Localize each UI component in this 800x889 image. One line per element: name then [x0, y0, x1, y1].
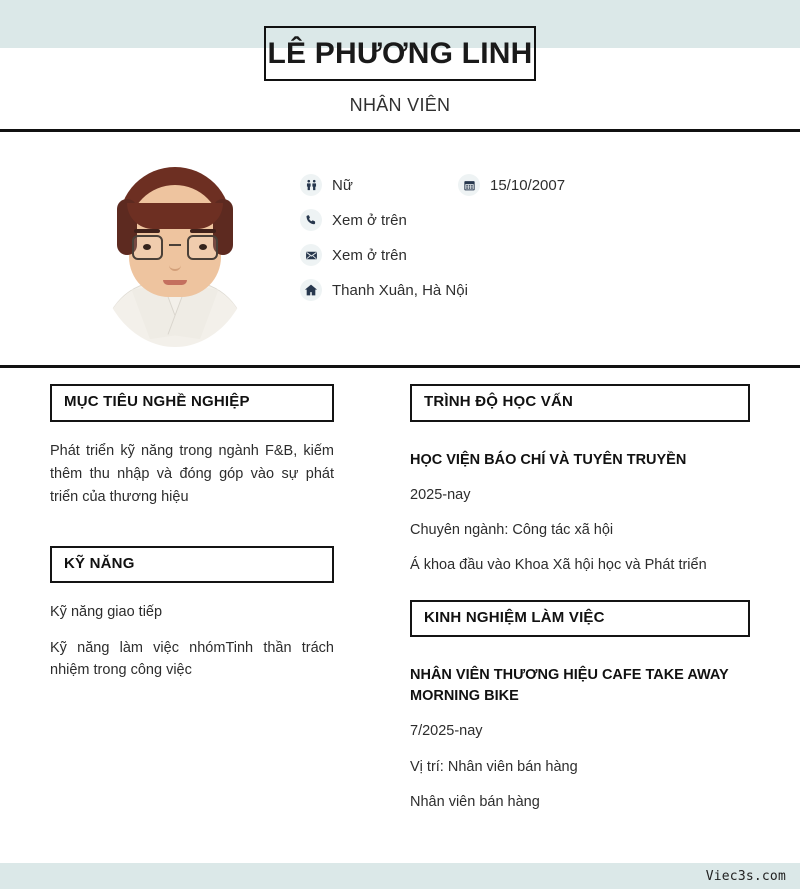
contact-value-gender: Nữ [332, 176, 353, 194]
phone-icon [300, 209, 322, 231]
contact-item-address [300, 279, 468, 301]
skill-item: Kỹ năng giao tiếp [50, 604, 163, 621]
identity-section [0, 140, 800, 362]
left-column [50, 384, 334, 695]
cv-header [0, 0, 800, 130]
portrait-illustration [96, 147, 254, 347]
education-period: 2025-nay [410, 486, 471, 503]
home-icon [300, 279, 322, 301]
skill-item: Kỹ năng làm việc nhómTinh thần trách nhiệm trong công việc [50, 639, 334, 679]
right-column [410, 384, 750, 827]
contact-value-birthday: 15/10/2007 [490, 176, 566, 194]
contact-list [300, 174, 770, 314]
footer-bar [0, 863, 800, 889]
calendar-icon [458, 174, 480, 196]
contact-row-phone [300, 209, 770, 231]
section-title-objective: MỤC TIÊU NGHỀ NGHIỆP [64, 393, 250, 410]
envelope-icon [300, 244, 322, 266]
contact-item-phone [300, 209, 407, 231]
section-title-education: TRÌNH ĐỘ HỌC VẤN [424, 393, 574, 410]
experience-description: Nhân viên bán hàng [410, 794, 540, 811]
section-header-experience [410, 600, 750, 638]
contact-value-phone: Xem ở trên [332, 211, 407, 229]
education-major: Chuyên ngành: Công tác xã hội [410, 521, 614, 538]
contact-row-gender-birthday [300, 174, 770, 196]
job-title: NHÂN VIÊN [349, 95, 451, 115]
section-header-objective [50, 384, 334, 422]
section-header-skills [50, 546, 334, 584]
contact-row-address [300, 279, 770, 301]
contact-item-birthday [458, 174, 565, 196]
education-note: Á khoa đầu vào Khoa Xã hội học và Phát triển [410, 557, 707, 574]
contact-value-email: Xem ở trên [332, 246, 407, 264]
footer-brand: Viec3s.com [705, 868, 786, 884]
experience-position: Vị trí: Nhân viên bán hàng [410, 758, 578, 775]
section-title-skills: KỸ NĂNG [64, 554, 135, 572]
contact-item-gender [300, 174, 458, 196]
section-title-experience: KINH NGHIỆM LÀM VIỆC [424, 608, 605, 626]
contact-item-email [300, 244, 407, 266]
gender-icon [300, 174, 322, 196]
divider-middle [0, 365, 800, 368]
education-school: HỌC VIỆN BÁO CHÍ VÀ TUYÊN TRUYỀN [410, 451, 687, 468]
section-header-education [410, 384, 750, 422]
name-box [264, 26, 536, 81]
experience-period: 7/2025-nay [410, 723, 483, 740]
experience-company: NHÂN VIÊN THƯƠNG HIỆU CAFE TAKE AWAY MORNING BIKE [410, 667, 729, 705]
contact-row-email [300, 244, 770, 266]
contact-value-address: Thanh Xuân, Hà Nội [332, 281, 468, 299]
objective-body: Phát triển kỹ năng trong ngành F&B, kiếm thêm thu nhập và đóng góp vào sự phát triển của thương hiệu [50, 442, 334, 506]
divider-top [0, 129, 800, 132]
candidate-name: LÊ PHƯƠNG LINH [267, 36, 533, 70]
avatar [96, 147, 254, 347]
